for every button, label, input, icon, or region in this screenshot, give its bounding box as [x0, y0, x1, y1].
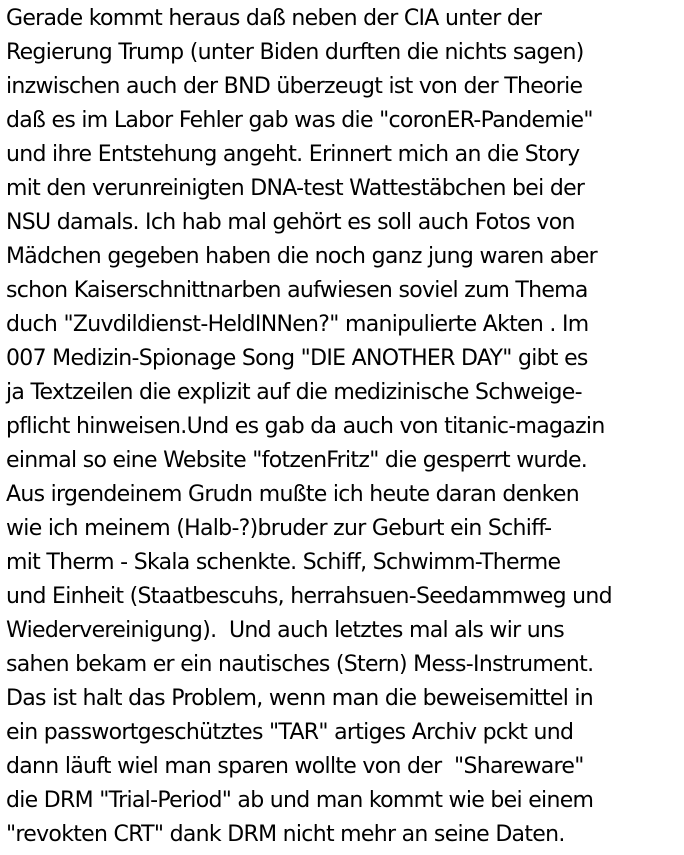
text-paragraph — [6, 2, 682, 852]
text-line: wie ich meinem (Halb-?)bruder zur Geburt ein Schiff- — [6, 516, 552, 541]
text-line: die DRM "Trial-Period" ab und man kommt wie bei einem — [6, 788, 594, 813]
text-line: ja Textzeilen die explizit auf die medizinische Schweige- — [6, 380, 582, 405]
text-line: und ihre Entstehung angeht. Erinnert mich an die Story — [6, 142, 580, 167]
text-line: einmal so eine Website "fotzenFritz" die gesperrt wurde. — [6, 448, 588, 473]
text-line: inzwischen auch der BND überzeugt ist von der Theorie — [6, 74, 583, 99]
text-line: ein passwortgeschütztes "TAR" artiges Archiv pckt und — [6, 720, 574, 745]
text-line: Gerade kommt heraus daß neben der CIA unter der — [6, 6, 542, 31]
text-line: 007 Medizin-Spionage Song "DIE ANOTHER DAY" gibt es — [6, 346, 588, 371]
text-line: Regierung Trump (unter Biden durften die nichts sagen) — [6, 40, 584, 65]
text-line: mit den verunreinigten DNA-test Wattestäbchen bei der — [6, 176, 585, 201]
text-line: "revokten CRT" dank DRM nicht mehr an seine Daten. — [6, 822, 565, 847]
text-line: schon Kaiserschnittnarben aufwiesen soviel zum Thema — [6, 278, 588, 303]
text-line: Aus irgendeinem Grudn mußte ich heute daran denken — [6, 482, 580, 507]
text-line: dann läuft wiel man sparen wollte von der "Shareware" — [6, 754, 584, 779]
text-line: Mädchen gegeben haben die noch ganz jung waren aber — [6, 244, 597, 269]
text-line: daß es im Labor Fehler gab was die "coronER-Pandemie" — [6, 108, 593, 133]
text-line: sahen bekam er ein nautisches (Stern) Mess-Instrument. — [6, 652, 594, 677]
text-line: duch "Zuvdildienst-HeldINNen?" manipulierte Akten . Im — [6, 312, 589, 337]
text-line: Wiedervereinigung). Und auch letztes mal als wir uns — [6, 618, 565, 643]
text-line: pflicht hinweisen.Und es gab da auch von titanic-magazin — [6, 414, 605, 439]
text-line: mit Therm - Skala schenkte. Schiff, Schwimm-Therme — [6, 550, 561, 575]
text-line: NSU damals. Ich hab mal gehört es soll auch Fotos von — [6, 210, 575, 235]
text-line: und Einheit (Staatbescuhs, herrahsuen-Seedammweg und — [6, 584, 612, 609]
text-line: Das ist halt das Problem, wenn man die beweisemittel in — [6, 686, 594, 711]
